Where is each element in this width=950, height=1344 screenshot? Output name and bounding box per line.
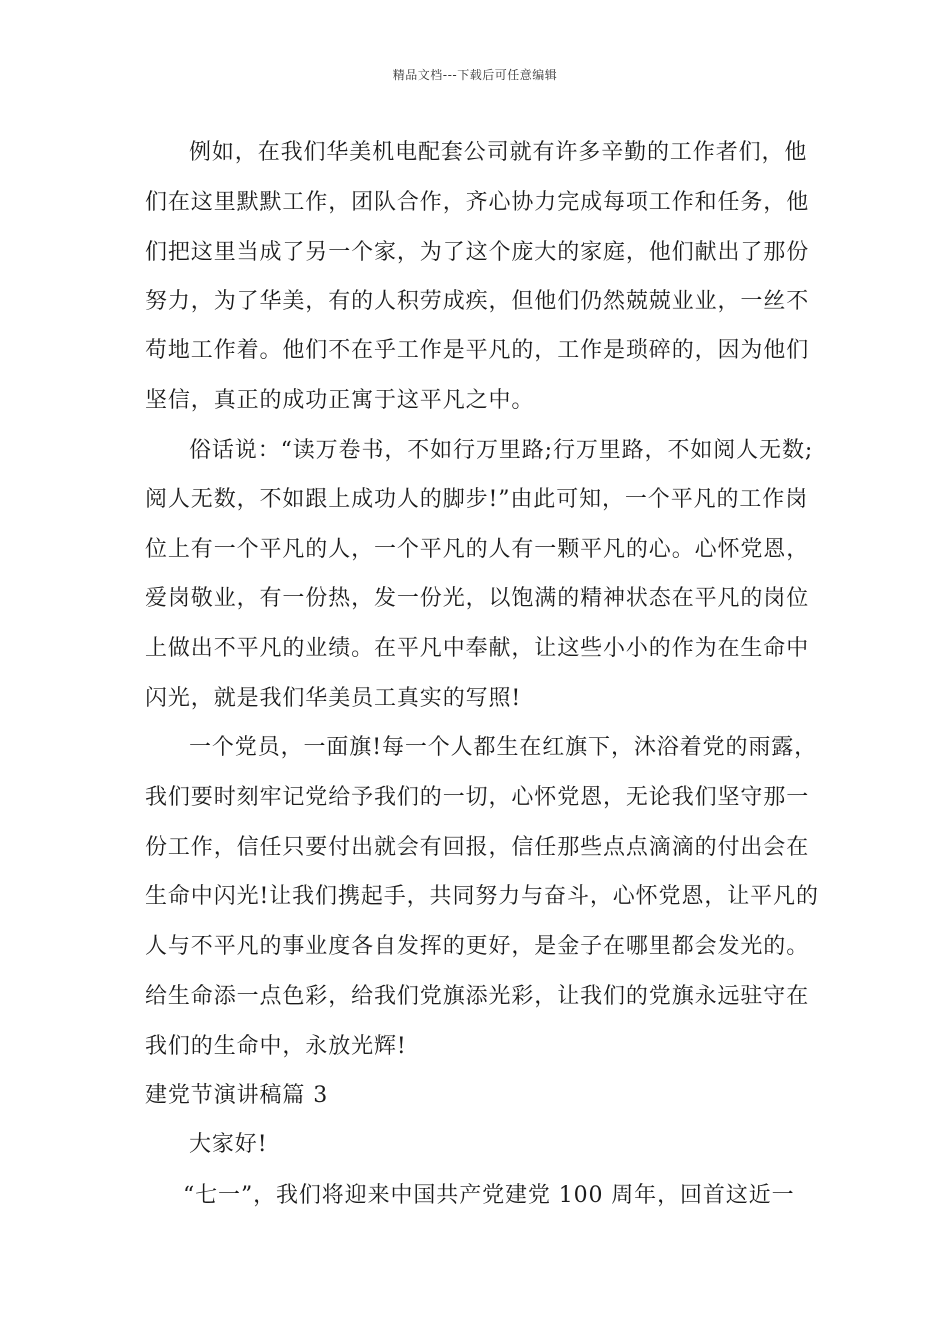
body-line: 生命中闪光!让我们携起手，共同努力与奋斗，心怀党恩，让平凡的 (145, 884, 819, 909)
body-line: 们在这里默默工作，团队合作，齐心协力完成每项工作和任务，他 (145, 190, 810, 215)
body-line: 例如，在我们华美机电配套公司就有许多辛勤的工作者们，他 (189, 140, 808, 165)
body-line: 俗话说：“读万卷书，不如行万里路;行万里路，不如阅人无数; (189, 438, 814, 463)
section-heading: 建党节演讲稿篇 3 (145, 1083, 329, 1108)
body-line: 闪光，就是我们华美员工真实的写照! (145, 686, 522, 711)
body-line: 份工作，信任只要付出就会有回报，信任那些点点滴滴的付出会在 (145, 835, 810, 860)
body-line: 阅人无数，不如跟上成功人的脚步!”由此可知，一个平凡的工作岗 (145, 487, 809, 512)
body-line: 位上有一个平凡的人，一个平凡的人有一颗平凡的心。心怀党恩， (145, 537, 810, 562)
body-line: 我们要时刻牢记党给予我们的一切，心怀党恩，无论我们坚守那一 (145, 785, 810, 810)
body-line: 苟地工作着。他们不在乎工作是平凡的，工作是琐碎的，因为他们 (145, 338, 810, 363)
body-line: 上做出不平凡的业绩。在平凡中奉献，让这些小小的作为在生命中 (145, 636, 810, 661)
page-header: 精品文档---下载后可任意编辑 (392, 68, 558, 82)
body-line: 努力，为了华美，有的人积劳成疾，但他们仍然兢兢业业，一丝不 (145, 289, 810, 314)
body-line: 大家好! (189, 1132, 268, 1157)
body-line: 给生命添一点色彩，给我们党旗添光彩，让我们的党旗永远驻守在 (145, 984, 810, 1009)
body-line: “七一”，我们将迎来中国共产党建党 100 周年，回首这近一 (183, 1183, 795, 1208)
body-line: 我们的生命中，永放光辉! (145, 1034, 407, 1059)
body-line: 们把这里当成了另一个家，为了这个庞大的家庭，他们献出了那份 (145, 240, 810, 265)
body-line: 人与不平凡的事业度各自发挥的更好，是金子在哪里都会发光的。 (145, 934, 810, 959)
body-line: 坚信，真正的成功正寓于这平凡之中。 (145, 388, 535, 413)
body-line: 爱岗敬业，有一份热，发一份光，以饱满的精神状态在平凡的岗位 (145, 586, 810, 611)
body-line: 一个党员，一面旗!每一个人都生在红旗下，沐浴着党的雨露， (189, 735, 818, 760)
